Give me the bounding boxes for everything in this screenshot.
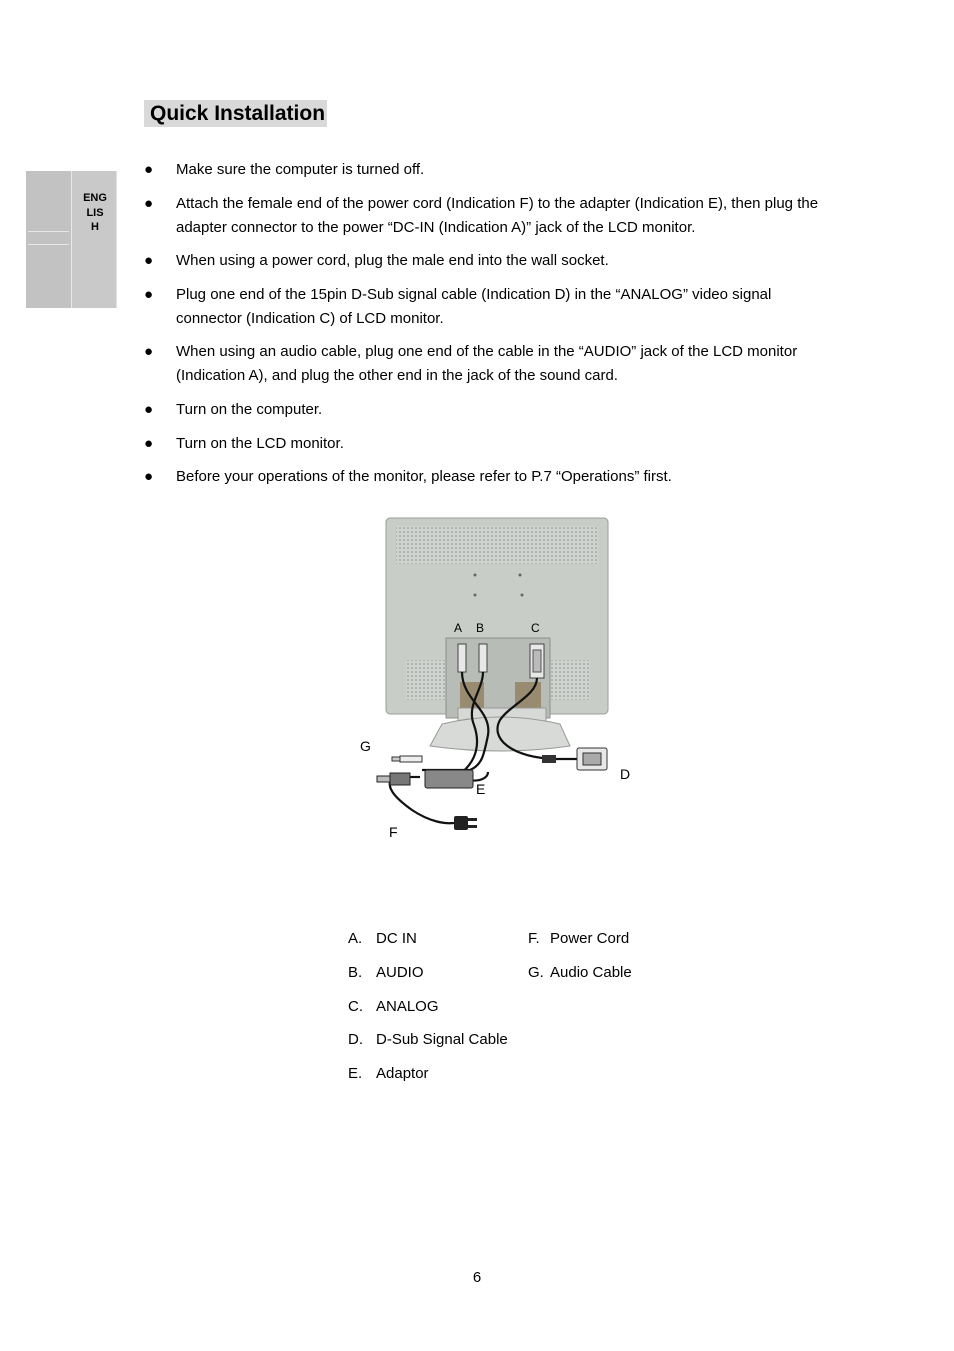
list-item <box>144 398 824 422</box>
language-label: ENGLISH <box>83 192 107 234</box>
list-item-text: Turn on the LCD monitor. <box>176 434 344 452</box>
bullet-icon: ● <box>144 285 154 303</box>
language-side-tab <box>26 171 117 308</box>
list-item-text: Before your operations of the monitor, please refer to P.7 “Operations” first. <box>176 468 672 486</box>
list-item-text: Make sure the computer is turned off. <box>176 161 425 178</box>
label-c: C <box>531 621 540 635</box>
legend-item: D. D-Sub Signal Cable <box>348 1031 508 1048</box>
monitor-connection-diagram <box>350 510 670 845</box>
page-number: 6 <box>472 1269 482 1286</box>
plugs <box>377 748 607 830</box>
bullet-icon: ● <box>144 434 154 452</box>
list-item-text: Turn on the computer. <box>176 400 323 418</box>
side-tab-block <box>26 171 72 308</box>
legend-item: F. Power Cord <box>528 930 630 947</box>
list-item <box>144 192 824 240</box>
label-e: E <box>476 781 486 797</box>
list-item <box>144 340 824 388</box>
list-item <box>144 432 824 456</box>
list-item-text: When using a power cord, plug the male end into the wall socket. <box>176 252 609 270</box>
label-f: F <box>389 824 398 840</box>
bullet-icon: ● <box>144 468 154 486</box>
label-a: A <box>454 621 463 635</box>
legend-item: B. AUDIO <box>348 964 424 981</box>
legend-item: C. ANALOG <box>348 998 439 1015</box>
bullet-icon: ● <box>144 343 154 361</box>
page-title: Quick Installation <box>144 100 327 127</box>
bullet-icon: ● <box>144 252 154 270</box>
label-b: B <box>476 621 485 635</box>
bullet-icon: ● <box>144 400 154 418</box>
bullet-icon: ● <box>144 161 154 178</box>
legend-item: A. DC IN <box>348 930 417 947</box>
legend-item: E. Adaptor <box>348 1065 429 1082</box>
label-d: D <box>620 766 631 782</box>
list-item-text: Plug one end of the 15pin D-Sub signal cable (Indication D) in the “ANALOG” video signal connector (Indication C) of LCD monitor. <box>176 285 772 327</box>
list-item <box>144 158 824 182</box>
list-item <box>144 283 824 331</box>
bullet-icon: ● <box>144 194 154 212</box>
list-item <box>144 249 824 273</box>
list-item <box>144 465 824 489</box>
legend-item: G. Audio Cable <box>528 964 632 981</box>
instruction-list <box>144 158 824 499</box>
list-item-text: Attach the female end of the power cord (Indication F) to the adapter (Indication E), then plug the adapter connector to the power “DC-IN (Indication A)” jack of the LCD monitor. <box>176 194 819 236</box>
label-g: G <box>360 738 371 754</box>
list-item-text: When using an audio cable, plug one end of the cable in the “AUDIO” jack of the LCD monitor (Indication A), and plug the other end in the jack of the sound card. <box>176 343 798 385</box>
